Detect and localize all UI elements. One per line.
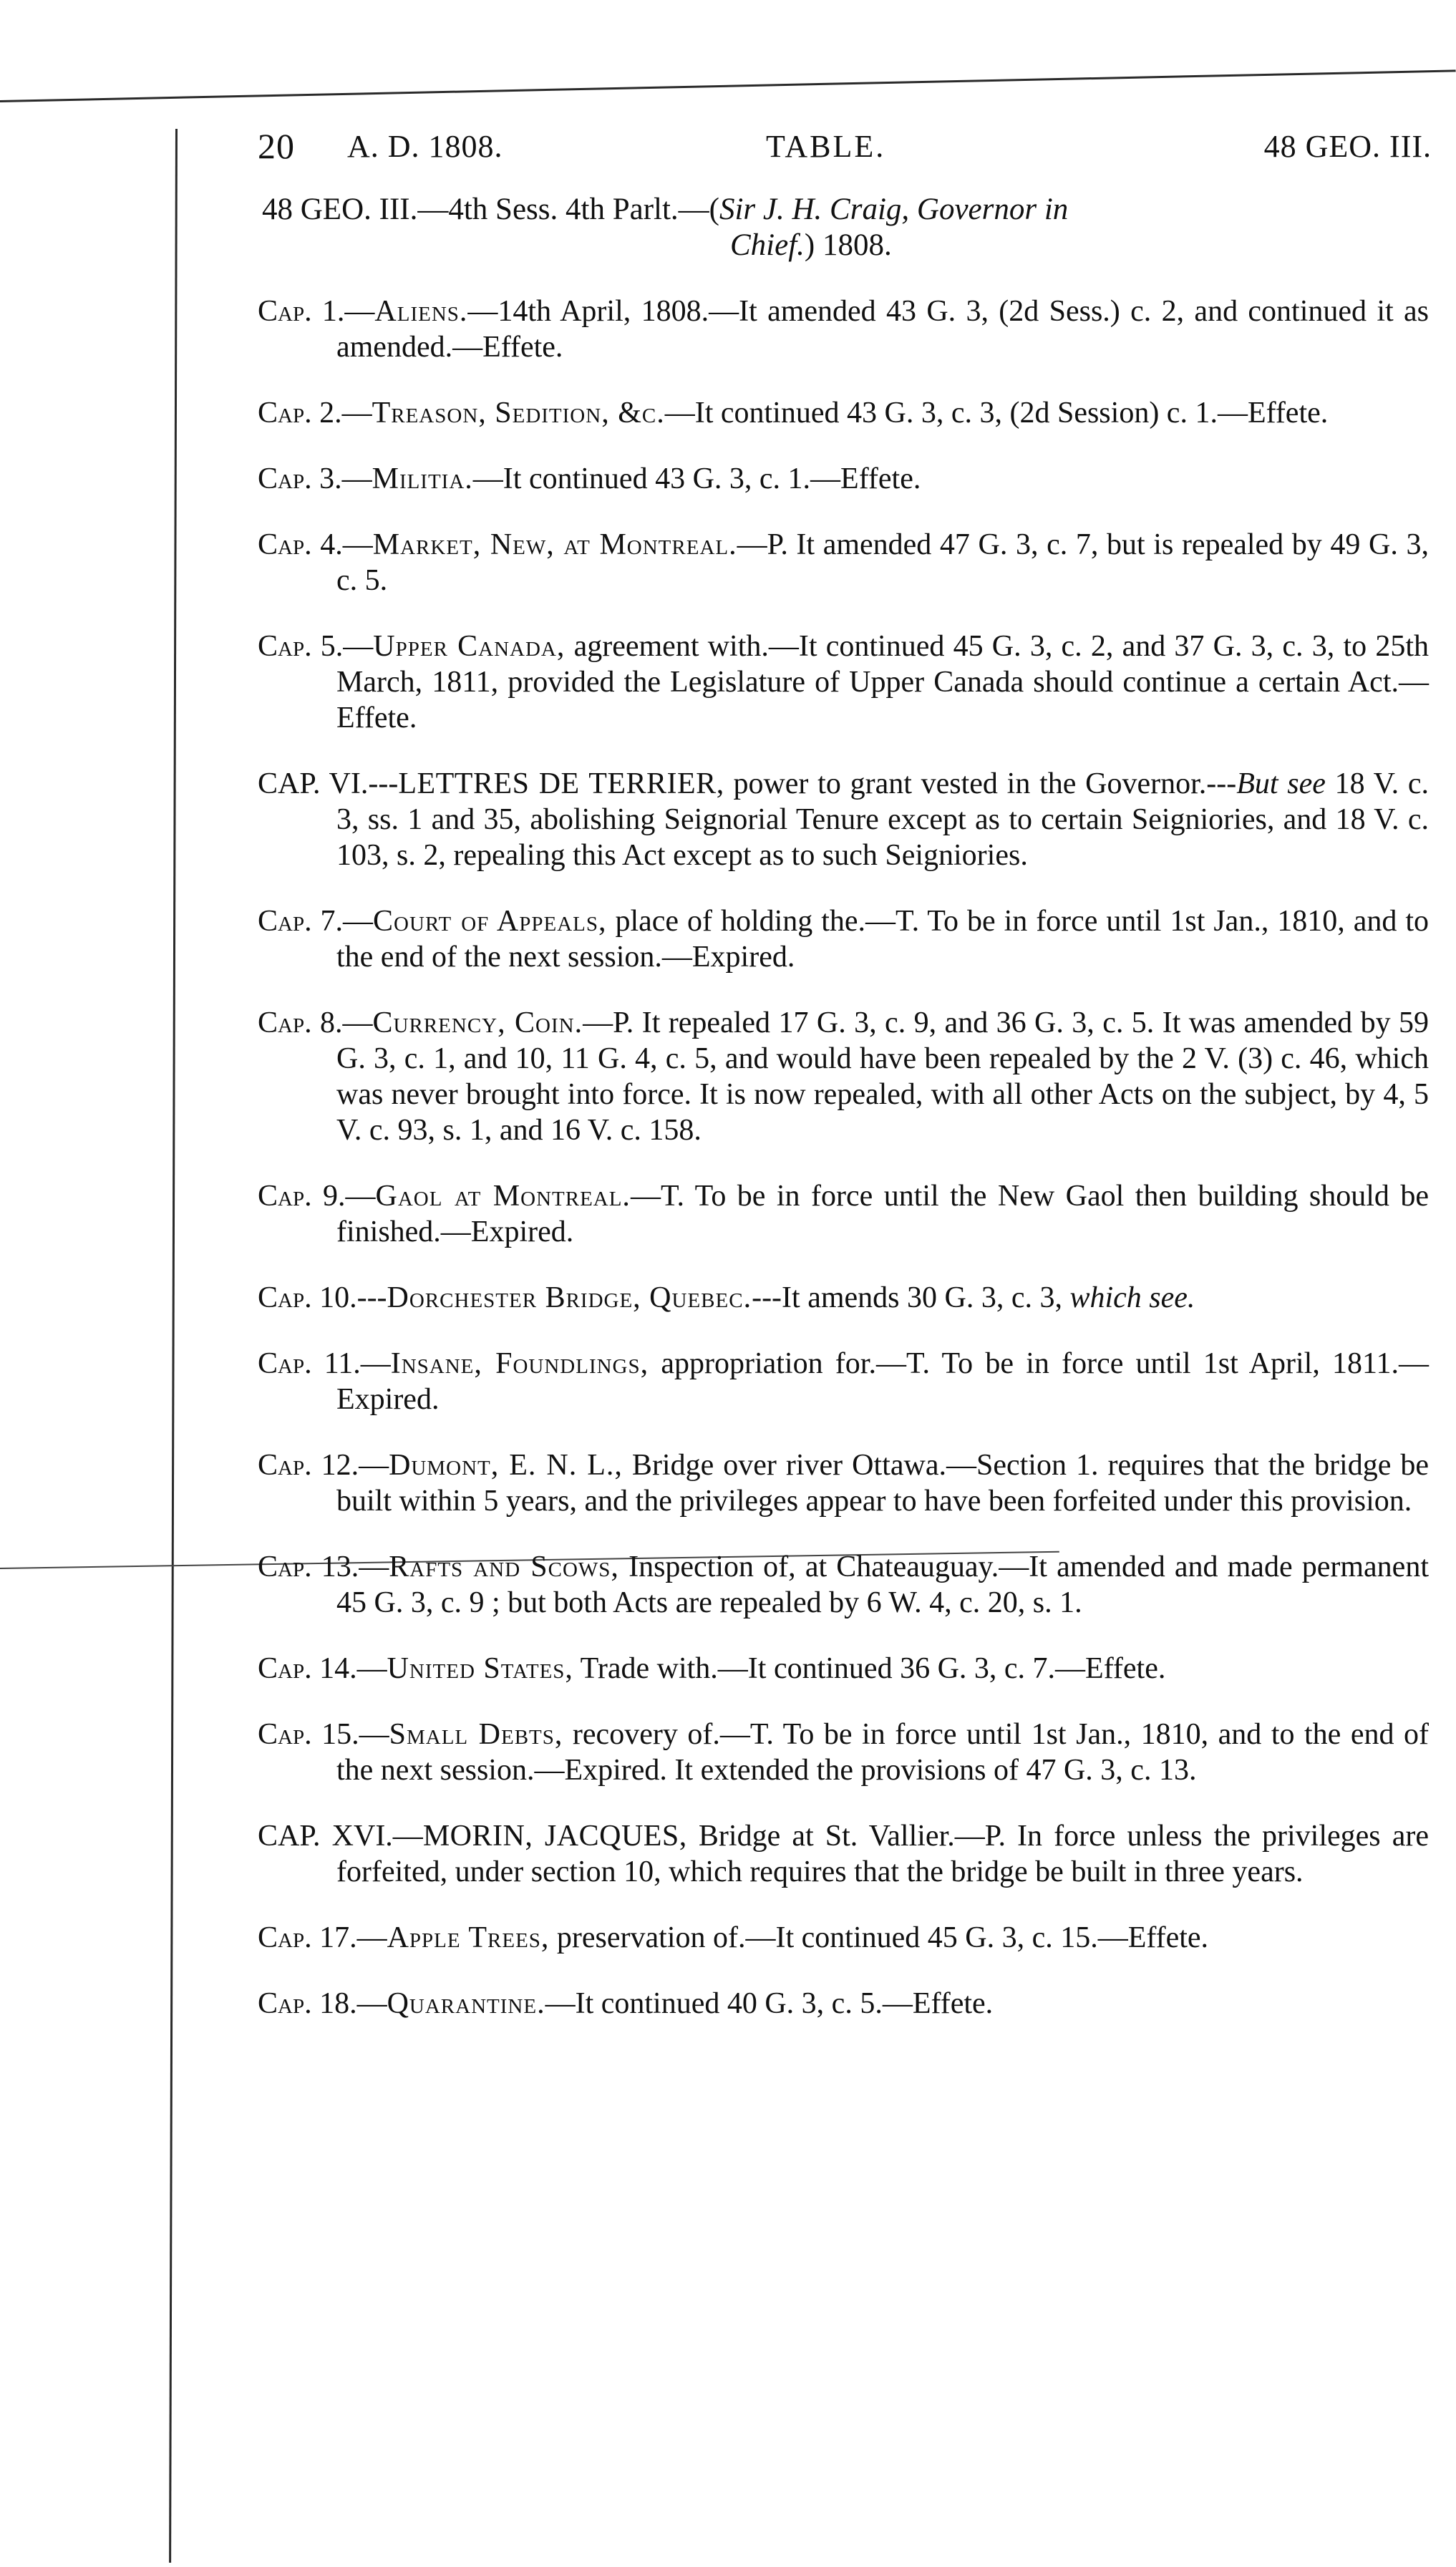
session-heading-line-2 [262, 228, 1432, 263]
chapter-text: Bridge over river Ottawa.—Section 1. requires that the bridge be built within 5 years, and the privileges appear to have been forfeited under this provision. [336, 1449, 1429, 1518]
session-heading-line-1 [262, 192, 1432, 228]
chapter-entry [258, 527, 1432, 598]
chapter-subject: MORIN, JACQUES, [422, 1820, 687, 1853]
chapter-number: Cap. 15.— [258, 1718, 389, 1751]
chapter-number: Cap. 14.— [258, 1652, 387, 1685]
chapter-subject: Upper Canada, [373, 630, 566, 663]
chapter-entry [258, 1717, 1432, 1788]
chapter-subject: LETTRES DE TERRIER, [398, 767, 724, 800]
chapter-italic-reference: But see [1236, 767, 1326, 800]
session-heading-prefix: 48 GEO. III.—4th Sess. 4th Parlt.—( [262, 193, 719, 226]
chapter-entry [258, 1280, 1432, 1316]
chapter-text: —It continued 43 G. 3, c. 3, (2d Session) c. 1.—Effete. [664, 397, 1329, 430]
chapter-subject: Market, New, at Montreal. [372, 528, 737, 561]
chapter-text: —P. It amended 47 G. 3, c. 7, but is repealed by 49 G. 3, c. 5. [336, 528, 1429, 597]
chapter-subject: Aliens. [374, 295, 468, 328]
session-heading-chief: Chief. [730, 228, 805, 262]
chapter-number: Cap. 18.— [258, 1987, 387, 2020]
chapter-entry [258, 903, 1432, 975]
chapter-italic-reference: which see. [1069, 1281, 1195, 1314]
chapter-number: CAP. VI.--- [258, 767, 399, 800]
chapter-number: Cap. 17.— [258, 1921, 387, 1954]
chapter-text: place of holding the.—T. To be in force until 1st Jan., 1810, and to the end of the next session.—Expired. [336, 905, 1429, 974]
chapter-entry [258, 766, 1432, 873]
chapter-number: Cap. 13.— [258, 1551, 389, 1583]
chapter-text: —It continued 40 G. 3, c. 5.—Effete. [545, 1987, 994, 2020]
chapter-entry [258, 1651, 1432, 1687]
chapter-number: Cap. 9.— [258, 1180, 376, 1213]
chapter-text: —P. It repealed 17 G. 3, c. 9, and 36 G. 3, c. 5. It was amended by 59 G. 3, c. 1, and 10, 11 G. 4, c. 5, and would have been repealed by the 2 V. (3) c. 46, which was never brought into force. It is now repealed, with all other Acts on the subject, by 4, 5 V. c. 93, s. 1, and 16 V. c. 158. [336, 1006, 1429, 1147]
chapter-number: Cap. 7.— [258, 905, 374, 938]
running-head-reign: 48 GEO. III. [1263, 129, 1432, 164]
chapter-text: —14th April, 1808.—It amended 43 G. 3, (2d Sess.) c. 2, and continued it as amended.—Effete. [336, 295, 1429, 364]
chapter-subject: United States, [387, 1652, 573, 1685]
chapter-entry [258, 1447, 1432, 1519]
top-rule [0, 69, 1456, 102]
chapter-subject: Gaol at Montreal. [375, 1180, 631, 1213]
chapter-subject: Currency, Coin. [372, 1006, 583, 1039]
session-heading-suffix: ) 1808. [804, 228, 892, 262]
chapter-number: Cap. 8.— [258, 1006, 373, 1039]
chapter-text-continued: 18 V. c. 3, ss. 1 and 35, abolishing Seignorial Tenure except as to certain Seigniories, and 18 V. c. 103, s. 2, repealing this Act except as to such Seigniories. [336, 767, 1429, 872]
chapter-subject: Quarantine. [387, 1987, 545, 2020]
chapter-text: Inspection of, at Chateauguay.—It amended and made permanent 45 G. 3, c. 9 ; but both Acts are repealed by 6 W. 4, c. 20, s. 1. [336, 1551, 1429, 1619]
chapter-subject: Dumont, E. N. L., [389, 1449, 623, 1482]
chapter-entry [258, 395, 1432, 431]
chapter-subject: Small Debts, [389, 1718, 563, 1751]
chapter-subject: Dorchester Bridge, Quebec. [387, 1281, 752, 1314]
chapter-entry [258, 1920, 1432, 1956]
document-page [258, 125, 1432, 2034]
chapter-entry [258, 293, 1432, 365]
chapter-number: Cap. 4.— [258, 528, 373, 561]
chapter-entry [258, 461, 1432, 497]
chapter-text: agreement with.—It continued 45 G. 3, c. 2, and 37 G. 3, c. 3, to 25th March, 1811, provided the Legislature of Upper Canada should continue a certain Act.—Effete. [336, 630, 1429, 734]
running-head [258, 125, 1432, 179]
chapter-subject: Apple Trees, [387, 1921, 550, 1954]
chapter-text: power to grant vested in the Governor.--- [724, 767, 1237, 800]
chapter-text: Bridge at St. Vallier.—P. In force unless the privileges are forfeited, under section 10, which requires that the bridge be built in three years. [336, 1820, 1430, 1888]
chapter-number: Cap. 2.— [258, 397, 372, 430]
running-head-year: A. D. 1808. [347, 129, 503, 164]
left-margin-rule [169, 129, 178, 2563]
chapter-entry [258, 1005, 1432, 1148]
chapter-entry [258, 1178, 1432, 1250]
chapter-text: appropriation for.—T. To be in force until 1st April, 1811.—Expired. [336, 1347, 1429, 1416]
chapter-subject: Insane, Foundlings, [390, 1347, 649, 1380]
chapter-entry [258, 1818, 1432, 1890]
chapter-number: Cap. 10.--- [258, 1281, 387, 1314]
chapter-subject: Rafts and Scows, [389, 1551, 619, 1583]
chapter-text: —It continued 43 G. 3, c. 1.—Effete. [472, 462, 921, 495]
chapter-number: Cap. 12.— [258, 1449, 389, 1482]
session-heading-governor: Sir J. H. Craig, Governor in [719, 193, 1069, 226]
chapter-entry [258, 1346, 1432, 1417]
page-number: 20 [258, 126, 295, 166]
chapter-number: Cap. 11.— [258, 1347, 391, 1380]
chapter-number: Cap. 5.— [258, 630, 374, 663]
session-heading [258, 192, 1432, 263]
running-head-title: TABLE. [766, 129, 886, 164]
chapter-list [258, 293, 1432, 2022]
chapter-subject: Militia. [372, 462, 473, 495]
chapter-entry [258, 1986, 1432, 2022]
chapter-number: Cap. 3.— [258, 462, 372, 495]
chapter-subject: Treason, Sedition, &c. [372, 397, 665, 430]
chapter-number: Cap. 1.— [258, 295, 375, 328]
chapter-entry [258, 629, 1432, 736]
chapter-text: preservation of.—It continued 45 G. 3, c. 15.—Effete. [549, 1921, 1209, 1954]
chapter-entry [258, 1549, 1432, 1621]
chapter-text: recovery of.—T. To be in force until 1st Jan., 1810, and to the end of the next session.—Expired. It extended the provisions of 47 G. 3, c. 13. [336, 1718, 1430, 1787]
chapter-text: —T. To be in force until the New Gaol then building should be finished.—Expired. [336, 1180, 1429, 1248]
chapter-text: Trade with.—It continued 36 G. 3, c. 7.—Effete. [573, 1652, 1166, 1685]
chapter-text: ---It amends 30 G. 3, c. 3, [752, 1281, 1070, 1314]
chapter-number: CAP. XVI.— [258, 1820, 423, 1853]
chapter-subject: Court of Appeals, [373, 905, 607, 938]
